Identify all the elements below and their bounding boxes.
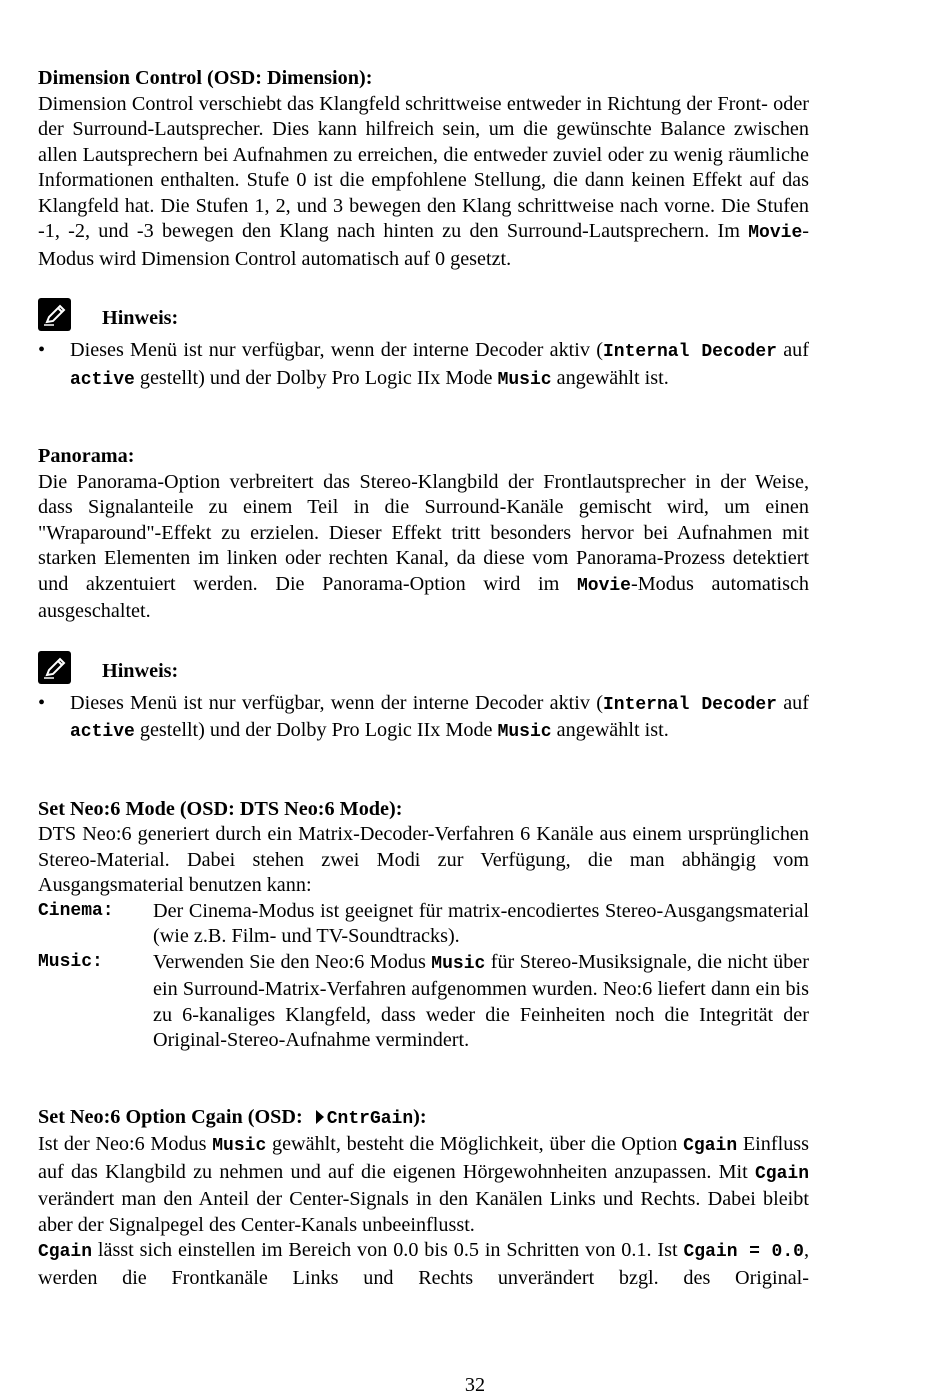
- neo6-mode-paragraph: DTS Neo:6 generiert durch ein Matrix-Decoder-Verfahren 6 Kanäle aus einem ursprünglichen Stereo-Material. Dabei stehen zwei Modi zur Verfügung, die man abhängig vom Ausgangsmaterial benutzen kann:: [38, 823, 809, 896]
- note-1-title: Hinweis:: [102, 307, 179, 329]
- music-t2: für Stereo-Musiksignale, die nicht über ein Surround-Matrix-Verfahren aufgenommen wurden. Neo:6 liefert dann ein bis zu 6-kanaliges Klangfeld, dass weder die Feinheiten noch die Integrität der Original-Stereo-Aufnahme vermindert.: [153, 950, 809, 1051]
- panorama-section: [38, 444, 809, 625]
- note-1-t2: auf: [776, 339, 809, 361]
- music-description: [153, 950, 809, 1054]
- note-2-t3: gestellt) und der Dolby Pro Logic IIx Mode: [134, 719, 498, 741]
- cgain-p1-t4: verändert man den Anteil der Center-Signals in den Kanälen Links und Rechts. Dabei bleibt aber der Signalpegel des Center-Kanals unbeeinflusst.: [38, 1188, 809, 1236]
- note-1-m3: Music: [497, 369, 552, 390]
- note-2-t4: angewählt ist.: [551, 719, 669, 741]
- note-1-bullet-item: [38, 338, 809, 393]
- note-1-text: [70, 338, 809, 393]
- note-2-bullet-item: [38, 691, 809, 746]
- cgain-heading: [38, 1105, 809, 1133]
- neo6-mode-definition-list: [38, 899, 809, 1054]
- note-2-t2: auf: [776, 691, 809, 714]
- note-2-m2: active: [70, 722, 135, 742]
- note-1-header: [38, 306, 809, 336]
- cgain-p1-t1: Ist der Neo:6 Modus: [38, 1133, 213, 1155]
- cgain-heading-pre: Set Neo:6 Option Cgain (OSD:: [38, 1105, 308, 1128]
- note-1: [38, 306, 809, 393]
- note-1-t1: Dieses Menü ist nur verfügbar, wenn der interne Decoder aktiv (: [70, 339, 603, 361]
- dimension-paragraph: [38, 92, 809, 273]
- dimension-text-1: Dimension Control verschiebt das Klangfeld schrittweise entweder in Richtung der Front- oder der Surround-Lautsprecher. Dies kann hilfreich sein, um die gewünschte Balance zwischen allen Lautsprechern bei Aufnahmen zu erreichen, die entweder zuviel oder zu wenig räumliche Informationen enthalten. Stufe 0 ist die empfohlene Stellung, die dann keinen Effekt auf das Klangfeld hat. Die Stufen 1, 2, und 3 bewegen den Klang schrittweise nach vorne. Die Stufen -1, -2, und -3 bewegen den Klang nach hinten zu den Surround-Lautsprechern. Im: [38, 92, 809, 242]
- cgain-p1-m1: Music: [212, 1136, 267, 1156]
- neo6-mode-section: [38, 797, 809, 1054]
- music-t1: Verwenden Sie den Neo:6 Modus: [153, 950, 432, 973]
- arrow-right-icon: [316, 1110, 324, 1124]
- panorama-text-2: -Modus automatisch ausgeschaltet.: [38, 572, 809, 622]
- note-pencil-icon: [38, 651, 71, 684]
- music-m1: Music: [431, 953, 486, 974]
- neo6-mode-heading: Set Neo:6 Mode (OSD: DTS Neo:6 Mode):: [38, 797, 403, 820]
- panorama-paragraph: [38, 470, 809, 625]
- note-2-text: [70, 691, 809, 746]
- bullet-dot: •: [38, 339, 46, 361]
- dimension-heading: Dimension Control (OSD: Dimension):: [38, 67, 373, 89]
- note-2-header: [38, 659, 809, 689]
- cgain-paragraph-1: [38, 1132, 809, 1238]
- cgain-p1-m3: Cgain: [754, 1163, 809, 1184]
- cgain-section: [38, 1105, 809, 1290]
- cgain-p2-t2: , werden die Frontkanäle Links und Rechts unverändert bzgl. des Original-: [38, 1239, 809, 1289]
- note-2-title: Hinweis:: [102, 659, 179, 682]
- cgain-heading-post: ):: [413, 1105, 427, 1128]
- note-pencil-icon: [38, 298, 71, 331]
- note-1-m2: active: [70, 369, 135, 390]
- cinema-description: Der Cinema-Modus ist geeignet für matrix-encodiertes Stereo-Ausgangsmaterial (wie z.B. Film- und TV-Soundtracks).: [153, 899, 809, 947]
- cgain-paragraph-2: [38, 1238, 809, 1289]
- note-1-m1: Internal Decoder: [602, 342, 777, 362]
- note-2: [38, 659, 809, 746]
- page-body: [38, 66, 809, 1289]
- cgain-p1-t3: Einfluss auf das Klangbild zu nehmen und auf die eigenen Hörgewohnheiten anzupassen. Mit: [38, 1133, 810, 1183]
- panorama-mono-movie: Movie: [576, 575, 631, 596]
- note-2-m1: Internal Decoder: [602, 694, 777, 715]
- dimension-section: [38, 66, 809, 272]
- page-number: 32: [464, 1374, 486, 1396]
- panorama-text-1: Die Panorama-Option verbreitert das Stereo-Klangbild der Frontlautsprecher in der Weise, dass Signalanteile zu einem Teil in die Surround-Kanäle gemischt wird, um einen "Wraparound"-Effekt zu erzielen. Dieser Effekt tritt besonders hervor bei Aufnahmen mit starken Elementen im linken oder rechten Kanal, da diese vom Panorama-Prozess detektiert und akzentuiert werden. Die Panorama-Option wird im: [38, 470, 809, 595]
- bullet-dot: •: [38, 691, 46, 714]
- note-2-t1: Dieses Menü ist nur verfügbar, wenn der interne Decoder aktiv (: [70, 691, 603, 714]
- cgain-p2-m1: Cgain: [38, 1242, 93, 1262]
- cgain-p1-m2: Cgain: [683, 1136, 738, 1156]
- cgain-p2-m2: Cgain = 0.0: [683, 1242, 804, 1262]
- note-1-t4: angewählt ist.: [551, 366, 669, 389]
- panorama-heading: Panorama:: [38, 445, 135, 467]
- note-1-t3: gestellt) und der Dolby Pro Logic IIx Mode: [134, 366, 498, 389]
- cgain-p1-t2: gewählt, besteht die Möglichkeit, über die Option: [266, 1133, 684, 1155]
- dimension-text-2: -Modus wird Dimension Control automatisch auf 0 gesetzt.: [38, 220, 809, 270]
- dimension-mono-movie: Movie: [748, 223, 803, 243]
- note-2-m3: Music: [497, 722, 552, 742]
- cgain-p2-t1: lässt sich einstellen im Bereich von 0.0 bis 0.5 in Schritten von 0.1. Ist: [92, 1239, 684, 1261]
- music-term: Music:: [38, 951, 103, 972]
- cgain-heading-mono: CntrGain: [326, 1108, 414, 1129]
- cinema-term: Cinema:: [38, 900, 114, 921]
